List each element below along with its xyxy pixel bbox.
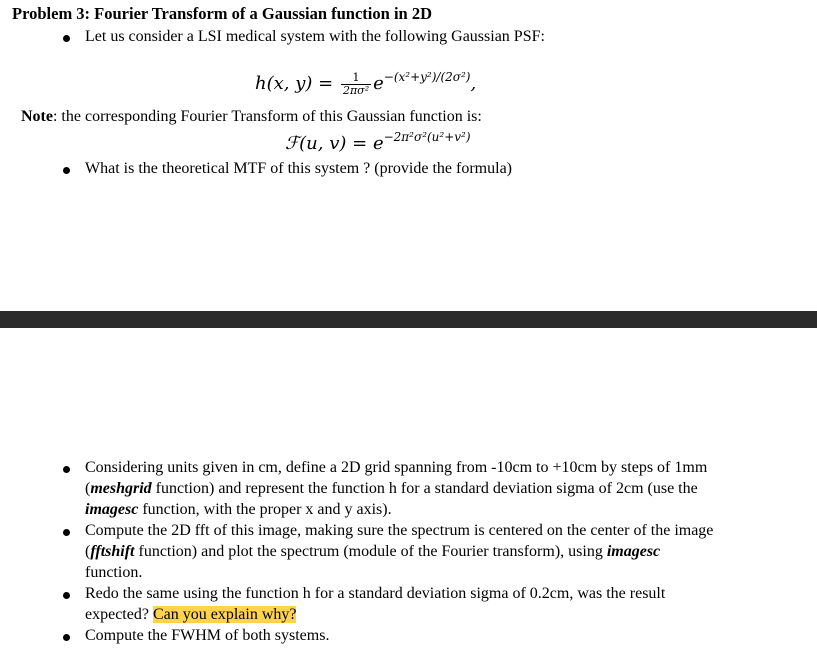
paren: ( [85,480,91,497]
bullet-dot [63,592,70,599]
task3-line2 [85,605,296,626]
psf-equation [255,70,476,97]
psf-frac-num: 1 [341,72,371,85]
psf-frac-den: 2πσ² [342,83,370,97]
psf-trail: , [470,73,477,94]
meshgrid-fn: meshgrid [90,480,152,497]
bullet-dot [63,529,70,536]
fourier-equation [285,130,471,154]
imagesc-fn: imagesc [85,501,139,518]
task3-line2-text: expected? [85,606,149,623]
psf-exp-base: e [373,73,384,94]
psf-lhs: h(x, y) = [255,73,334,94]
task1-line3 [85,500,392,521]
bullet-dot [63,167,70,174]
task2-line2-rest: function) and plot the spectrum (module of the Fourier transform), using [134,543,607,560]
intro-bullet-text: Let us consider a LSI medical system with the following Gaussian PSF: [85,28,545,45]
paren: ( [85,543,91,560]
highlighted-question: Can you explain why? [152,606,297,623]
fourier-lhs: ℱ(u, v) = [285,133,368,154]
bullet-dot [63,634,70,641]
task1-line3-rest: function, with the proper x and y axis). [138,501,392,518]
task2-line1: Compute the 2D fft of this image, making sure the spectrum is centered on the center of the image [85,522,714,539]
task4-line1: Compute the FWHM of both systems. [85,627,330,644]
task1-line2-rest: function) and represent the function h for a standard deviation sigma of 2cm (use the [151,480,698,497]
bullet-dot [63,35,70,42]
fourier-base: e [372,133,384,154]
page-divider [0,311,817,328]
note-text: : the corresponding Fourier Transform of this Gaussian function is: [52,108,482,125]
bullet-dot [63,466,70,473]
task3-line1: Redo the same using the function h for a standard deviation sigma of 0.2cm, was the result [85,585,666,602]
psf-fraction [341,72,371,97]
task2-line2 [85,542,660,563]
problem-title: Problem 3: Fourier Transform of a Gaussian function in 2D [12,4,432,23]
note-line [21,108,482,126]
imagesc-fn: imagesc [606,543,661,560]
fourier-sup: −2π²σ²(u²+v²) [383,130,471,144]
fftshift-fn: fftshift [90,543,135,560]
mtf-question: What is the theoretical MTF of this system ? (provide the formula) [85,160,512,177]
note-label: Note [21,108,53,125]
task1-line1: Considering units given in cm, define a 2D grid spanning from -10cm to +10cm by steps of 1mm [85,459,708,476]
task2-line3: function. [85,564,143,581]
psf-exp-sup: −(x²+y²)/(2σ²) [383,70,471,84]
task1-line2 [85,479,698,500]
